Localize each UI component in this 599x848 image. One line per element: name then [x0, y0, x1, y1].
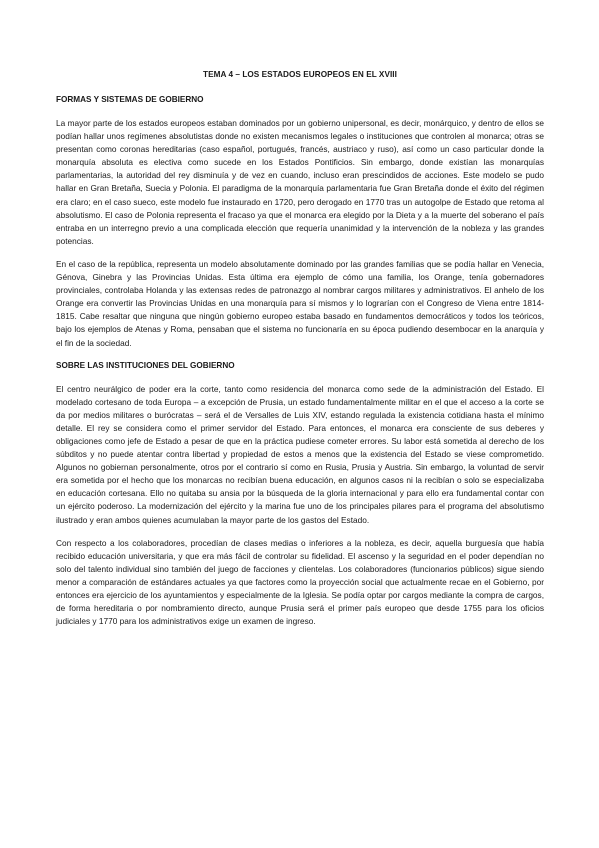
section-heading-formas: FORMAS Y SISTEMAS DE GOBIERNO	[56, 95, 204, 104]
document-title: TEMA 4 – LOS ESTADOS EUROPEOS EN EL XVIII	[203, 70, 397, 79]
paragraph-colaboradores: Con respecto a los colaboradores, procedían de clases medias o inferiores a la nobleza, es decir, aquella burguesía que había recibido educación universitaria, y que era más fácil de controlar su fidelidad. El ascenso y la seguridad en el poder dependían no solo del talento individual sino también del juego de facciones y clientelas. Los colaboradores (funcionarios públicos) sigue siendo menor a comparación de estándares actuales ya que factores como la proyección social que actualmente recae en el Gobierno, por entonces era ejercicio de los ayuntamientos y especialmente de la Iglesia. Se podía optar por cargos mediante la compra de cargos, de forma hereditaria o por nombramiento directo, aunque Prusia será el primer país europeo que desde 1755 para los oficios judiciales y 1770 para los administrativos exige un examen de ingreso.	[56, 537, 544, 627]
section-heading-instituciones: SOBRE LAS INSTITUCIONES DEL GOBIERNO	[56, 360, 235, 370]
paragraph-corte: El centro neurálgico de poder era la corte, tanto como residencia del monarca como sede de la administración del Estado. El modelado cortesano de toda Europa – a excepción de Prusia, un estado fundamentalmente militar en el que el acceso a la corte se da por medios militares o burócratas – será el de Versalles de Luis XIV, estando regulada la existencia cotidiana hasta el mínimo detalle. El rey se considera como el primer servidor del Estado. Para entonces, el monarca era consciente de sus deberes y obligaciones como jefe de Estado a pesar de que en la práctica pudiese cometer errores. Su labor está sometida al derecho de los súbditos y no puede atentar contra libertad y propiedad de estos a menos que la existencia del Estado se viese comprometido. Algunos no gobiernan personalmente, otros por el contrario sí como en Rusia, Prusia y Austria. Sin embargo, la voluntad de servir era sometida por el hecho que los monarcas no recibían buena educación, en algunos casos ni la recibían o solo se especializaba en educación cortesana. Ello no quitaba su ansia por la búsqueda de la gloria internacional y para ello era fundamental contar con un ejército poderoso. La modernización del ejército y la marina fue uno de los principales pilares para el programa del absolutismo ilustrado y eran ambos quienes acumulaban la mayor parte de los gastos del Estado.	[56, 383, 544, 525]
document-body	[56, 70, 544, 638]
paragraph-monarquias: La mayor parte de los estados europeos estaban dominados por un gobierno unipersonal, es decir, monárquico, y dentro de ellos se podían hallar unos regímenes absolutistas donde no existen mecanismos legales o instituciones que controlen al monarca; otras se presentan como coronas hereditarias (caso español, portugués, francés, austriaco y ruso), así como un caso particular donde la monarquía absoluta es electiva como sucede en los Estados Pontificios. Sin embargo, donde existían las monarquías parlamentarias, la autoridad del rey disminuía y de vez en cuando, incluso eran prescindidos de acciones. Este modelo se pudo hallar en Gran Bretaña, Suecia y Polonia. El paradigma de la monarquía parlamentaria fue Gran Bretaña donde el éxito del régimen era claro; en el caso sueco, este modelo fue instaurado en 1720, pero derogado en 1770 tras un autogolpe de Estado que retoma al absolutismo. El caso de Polonia representa el fracaso ya que el monarca era elegido por la Dieta y a la muerte del soberano el país entraba en un interregno previo a una complicada elección que requería unanimidad y la intervención de la nobleza y las grandes potencias.	[56, 118, 544, 246]
paragraph-republica: En el caso de la república, representa un modelo absolutamente dominado por las grandes familias que se podía hallar en Venecia, Génova, Ginebra y las Provincias Unidas. Esta última era ejemplo de cómo una familia, los Orange, tenía gobernadores provinciales, controlaba Holanda y las extensas redes de patronazgo al nombrar cargos militares y administrativos. El anhelo de los Orange era convertir las Provincias Unidas en una monarquía para sí mismos y lo lograrían con el Congreso de Viena entre 1814-1815. Cabe resaltar que ninguna que ningún gobierno europeo estaba basado en fundamentos democráticos y todos los teóricos, bajo los ejemplos de Atenas y Roma, pensaban que el sistema no funcionaría en su época pudiendo desembocar en la anarquía y el fin de la sociedad.	[56, 258, 544, 348]
